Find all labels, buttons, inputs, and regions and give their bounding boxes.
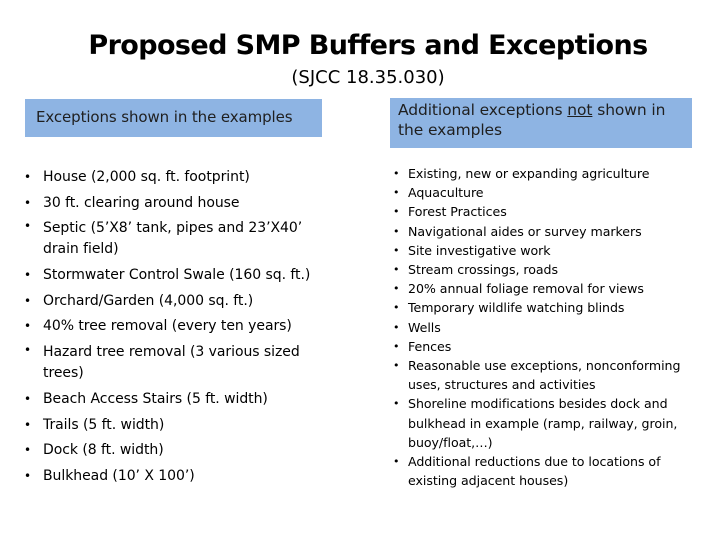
list-item	[393, 222, 697, 241]
bullet: •	[24, 319, 32, 334]
list-item	[22, 165, 342, 191]
list-item	[22, 387, 342, 413]
list-item-text: Additional reductions due to locations of existing adjacent houses)	[408, 454, 661, 489]
list-item	[393, 241, 697, 260]
list-item	[393, 337, 697, 356]
list-item-text: Bulkhead (10’ X 100’)	[43, 467, 195, 484]
list-item	[393, 452, 697, 490]
bullet: •	[393, 397, 400, 411]
not-shown-exceptions-header	[390, 98, 692, 148]
list-item-text: Wells	[408, 319, 441, 335]
bullet: •	[393, 205, 400, 219]
bullet: •	[393, 301, 400, 315]
list-item-text: Stormwater Control Swale (160 sq. ft.)	[43, 267, 311, 284]
bullet: •	[24, 268, 32, 283]
list-item	[393, 279, 697, 298]
list-item-text: Beach Access Stairs (5 ft. width)	[43, 390, 268, 407]
list-item-text: Stream crossings, roads	[408, 262, 558, 278]
list-item	[393, 183, 697, 202]
bullet: •	[393, 167, 400, 180]
shown-exceptions-list	[22, 165, 342, 489]
list-item-text: Existing, new or expanding agriculture	[408, 166, 650, 181]
bullet: •	[24, 342, 32, 357]
bullet: •	[393, 359, 400, 373]
list-item	[393, 298, 697, 317]
bullet: •	[24, 219, 32, 234]
slide-title: Proposed SMP Buffers and Exceptions	[88, 30, 648, 61]
bullet: •	[393, 455, 400, 469]
list-item	[22, 191, 342, 217]
bullet: •	[393, 243, 400, 257]
list-item-text: Temporary wildlife watching blinds	[408, 300, 625, 316]
list-item-text: Orchard/Garden (4,000 sq. ft.)	[43, 292, 254, 309]
list-item	[393, 318, 697, 337]
list-item-text: Aquaculture	[408, 185, 484, 201]
list-item-text: Forest Practices	[408, 204, 507, 220]
list-item-text: 20% annual foliage removal for views	[408, 281, 644, 297]
bullet: •	[393, 224, 400, 238]
list-item-text: Reasonable use exceptions, nonconforming uses, structures and activities	[408, 358, 681, 393]
list-item	[393, 164, 697, 183]
list-item-text: 30 ft. clearing around house	[43, 194, 240, 211]
slide-subtitle: (SJCC 18.35.030)	[291, 67, 445, 88]
header-text-after: shown in the examples	[398, 101, 666, 139]
bullet: •	[24, 391, 32, 406]
bullet: •	[393, 186, 400, 200]
list-item	[393, 260, 697, 279]
bullet: •	[393, 263, 400, 277]
list-item	[22, 438, 342, 464]
list-item	[22, 314, 342, 340]
bullet: •	[24, 468, 32, 483]
list-item-text: Navigational aides or survey markers	[408, 223, 642, 239]
bullet: •	[393, 320, 400, 334]
not-shown-exceptions-list	[393, 164, 697, 490]
bullet: •	[24, 170, 32, 184]
header-text-before: Additional exceptions	[398, 101, 568, 119]
shown-exceptions-header: Exceptions shown in the examples	[25, 99, 322, 137]
bullet: •	[393, 282, 400, 296]
list-item-text: Dock (8 ft. width)	[43, 442, 164, 459]
list-item-text: Fences	[408, 338, 452, 354]
list-item	[22, 464, 342, 490]
list-item	[393, 202, 697, 221]
list-item	[22, 216, 342, 263]
bullet: •	[24, 293, 32, 308]
bullet: •	[393, 339, 400, 353]
list-item-text: Trails (5 ft. width)	[43, 416, 165, 433]
list-item-text: House (2,000 sq. ft. footprint)	[43, 169, 250, 185]
bullet: •	[24, 417, 32, 432]
list-item	[22, 263, 342, 289]
bullet: •	[24, 195, 32, 210]
list-item-text: Hazard tree removal (3 various sized trees)	[43, 343, 300, 381]
list-item-text: Shoreline modifications besides dock and bulkhead in example (ramp, railway, groin, buoy/float,…)	[408, 396, 678, 450]
list-item	[22, 340, 342, 387]
list-item-text: 40% tree removal (every ten years)	[43, 318, 292, 335]
list-item-text: Site investigative work	[408, 242, 551, 258]
header-text-underlined: not	[567, 101, 593, 119]
list-item	[22, 413, 342, 439]
list-item	[393, 356, 697, 394]
list-item	[22, 289, 342, 315]
list-item-text: Septic (5’X8’ tank, pipes and 23’X40’ drain field)	[43, 220, 303, 258]
bullet: •	[24, 443, 32, 458]
list-item	[393, 394, 697, 452]
